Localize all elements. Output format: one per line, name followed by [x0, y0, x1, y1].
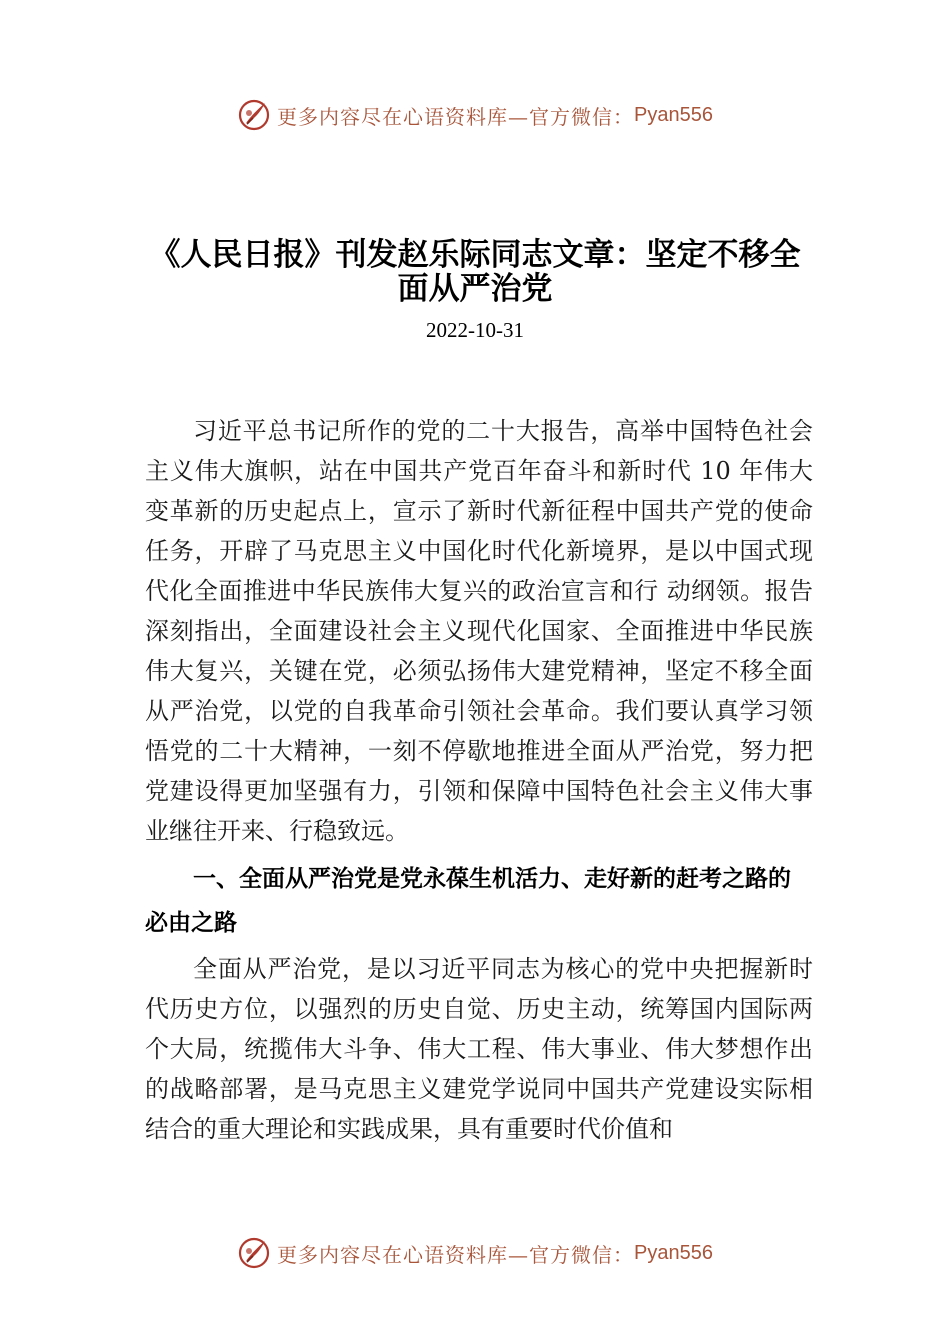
article-date: 2022-10-31 [426, 318, 524, 342]
quill-seal-icon [237, 1236, 271, 1270]
watermark-wechat-id: Pyan556 [634, 103, 713, 126]
watermark-text: 更多内容尽在心语资料库—官方微信： [277, 1242, 635, 1267]
watermark-banner-top [0, 95, 950, 135]
section-paragraph: 全面从严治党，是以习近平同志为核心的党中央把握新时代历史方位，以强烈的历史自觉、历史主动，统筹国内国际两个大局，统揽伟大斗争、伟大工程、伟大事业、伟大梦想作出的战略部署，是马克思主义建党学说同中国共产党建设实际相结合的重大理论和实践成果，具有重要时代价值和 [145, 955, 813, 1143]
article-body [145, 411, 813, 1149]
section-heading: 一、全面从严治党是党永葆生机活力、走好新的赶考之路的必由之路 [145, 866, 791, 936]
article-title: 《人民日报》刊发赵乐际同志文章：坚定不移全面从严治党 [149, 237, 801, 307]
intro-paragraph: 习近平总书记所作的党的二十大报告，高举中国特色社会主义伟大旗帜，站在中国共产党百年奋斗和新时代 10 年伟大变革新的历史起点上，宣示了新时代新征程中国共产党的使命任务，开辟了马克思主义中国化时代化新境界，是以中国式现代化全面推进中华民族伟大复兴的政治宣言和行 动纲领。报告深刻指出，全面建设社会主义现代化国家、全面推进中华民族伟大复兴，关键在党，必须弘扬伟大建党精神，坚定不移全面从严治党，以党的自我革命引领社会革命。我们要认真学习领悟党的二十大精神，一刻不停歇地推进全面从严治党，努力把党建设得更加坚强有力，引领和保障中国特色社会主义伟大事业继往开来、行稳致远。 [145, 417, 813, 845]
quill-seal-icon [237, 98, 271, 132]
watermark-wechat-id: Pyan556 [634, 1241, 713, 1264]
watermark-banner-bottom [0, 1233, 950, 1273]
watermark-text: 更多内容尽在心语资料库—官方微信： [277, 104, 635, 129]
